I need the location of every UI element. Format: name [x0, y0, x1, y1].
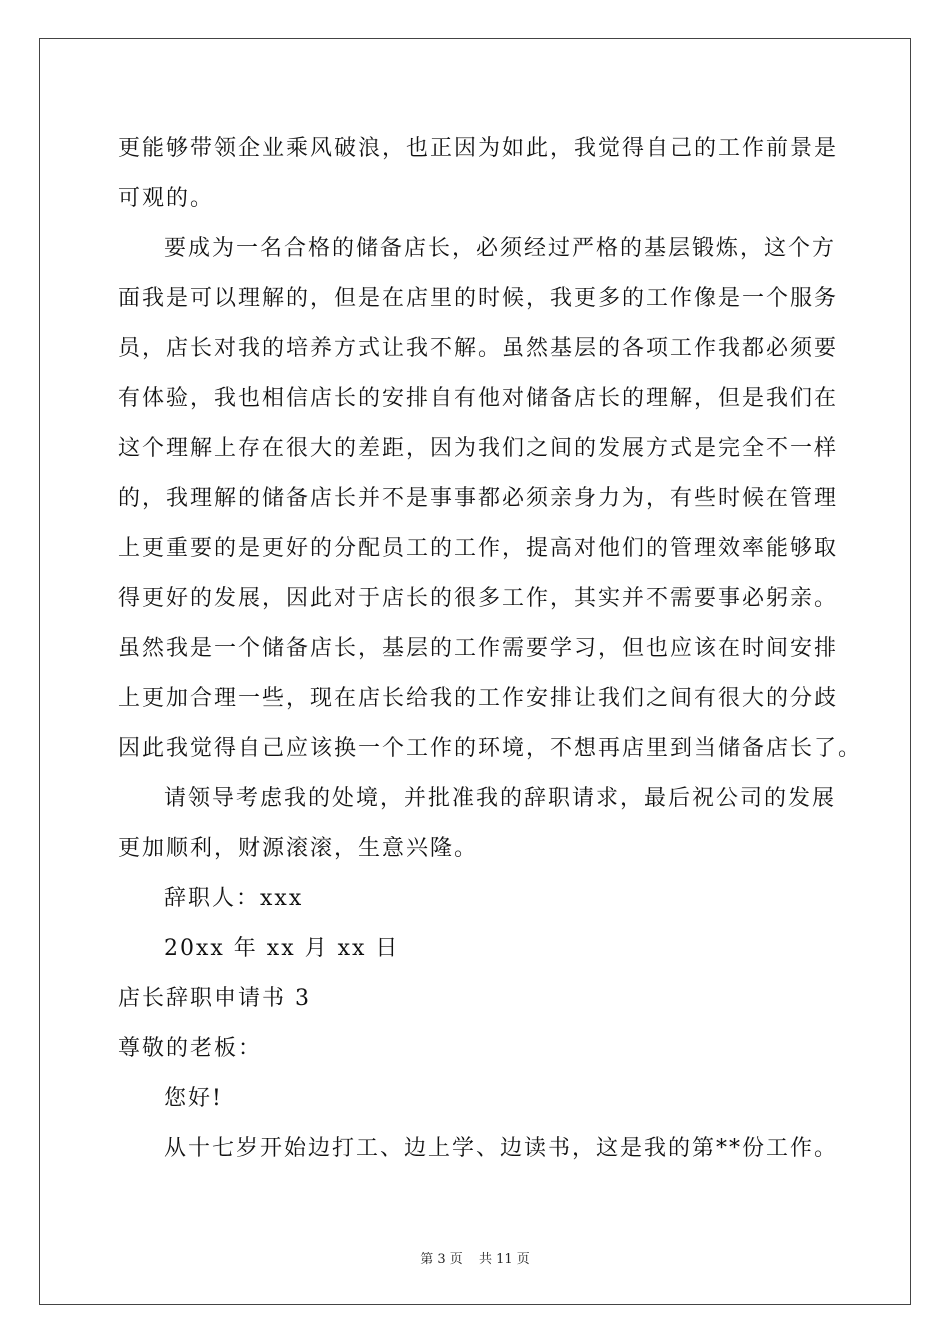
page-total: 共 11 页	[478, 1252, 530, 1267]
text-line: 虽然我是一个储备店长，基层的工作需要学习，但也应该在时间安排	[118, 636, 839, 661]
text-line: 这个理解上存在很大的差距，因为我们之间的发展方式是完全不一样	[118, 436, 839, 461]
paragraph-start: 要成为一名合格的储备店长，必须经过严格的基层锻炼，这个方	[164, 236, 837, 261]
text-line: 员，店长对我的培养方式让我不解。虽然基层的各项工作我都必须要	[118, 336, 839, 361]
date-line: 20xx 年 xx 月 xx 日	[164, 936, 400, 961]
text-line: 的，我理解的储备店长并不是事事都必须亲身力为，有些时候在管理	[118, 486, 839, 511]
text-line: 上更重要的是更好的分配员工的工作，提高对他们的管理效率能够取	[118, 536, 839, 561]
text-line: 有体验，我也相信店长的安排自有他对储备店长的理解，但是我们在	[118, 386, 839, 411]
text-line: 更加顺利，财源滚滚，生意兴隆。	[118, 836, 479, 861]
page-footer	[0, 1248, 950, 1267]
text-line: 因此我觉得自己应该换一个工作的环境，不想再店里到当储备店长了。	[118, 736, 863, 761]
text-line: 可观的。	[118, 186, 215, 211]
greeting: 您好!	[164, 1086, 223, 1111]
page-number: 第 3 页	[420, 1252, 463, 1267]
paragraph-start: 请领导考虑我的处境，并批准我的辞职请求，最后祝公司的发展	[164, 786, 837, 811]
signature-line: 辞职人：xxx	[164, 886, 304, 911]
text-line: 面我是可以理解的，但是在店里的时候，我更多的工作像是一个服务	[118, 286, 839, 311]
text-line: 得更好的发展，因此对于店长的很多工作，其实并不需要事必躬亲。	[118, 586, 839, 611]
text-line: 上更加合理一些，现在店长给我的工作安排让我们之间有很大的分歧	[118, 686, 839, 711]
salutation: 尊敬的老板：	[118, 1036, 263, 1061]
text-line: 更能够带领企业乘风破浪，也正因为如此，我觉得自己的工作前景是	[118, 136, 839, 161]
section-title: 店长辞职申请书 3	[118, 986, 311, 1011]
paragraph-start: 从十七岁开始边打工、边上学、边读书，这是我的第**份工作。	[164, 1136, 839, 1161]
